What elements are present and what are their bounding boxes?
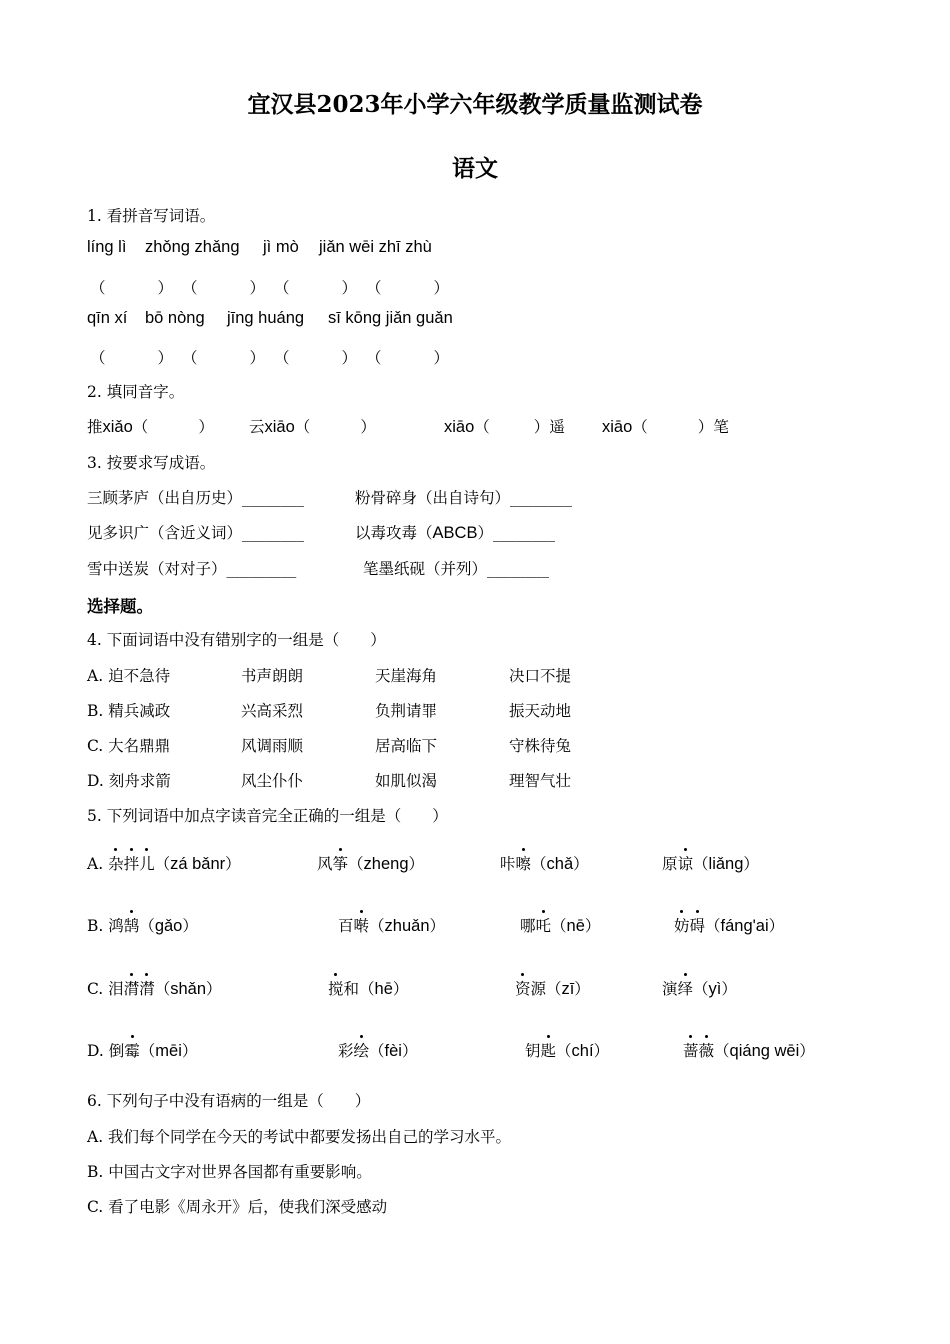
q2-item-4: xiāo（ ）笔 [602, 418, 729, 436]
q1-pinyin-7: jīng huáng [227, 309, 305, 327]
q4-word: 负荆请罪 [375, 702, 438, 720]
q6-option-b: B. 中国古文字对世界各国都有重要影响。 [87, 1163, 372, 1181]
q4-word: 守株待兔 [509, 737, 572, 755]
q5-item: 咔嚓（chǎ） [500, 852, 589, 874]
q1-pinyin-2: zhǒng zhǎng [145, 238, 240, 256]
q6-option-a: A. 我们每个同学在今天的考试中都要发扬出自己的学习水平。 [87, 1128, 512, 1146]
q5-option-a: A. 杂拌儿（zá bǎnr） [87, 852, 241, 874]
answer-paren: （ ） [90, 349, 174, 367]
q5-option-b: B. 鸿鹄（gǎo） [87, 914, 198, 936]
q5-item: 百啭（zhuǎn） [338, 914, 445, 936]
q1-prompt: 1. 看拼音写词语。 [87, 207, 216, 225]
q2-item-3: xiāo（ ）遥 [444, 418, 565, 436]
q4-word: 居高临下 [375, 737, 438, 755]
q5-option-c: C. 泪潸潸（shǎn） [87, 977, 222, 999]
q4-word: 决口不提 [509, 667, 572, 685]
q6-option-c: C. 看了电影《周永开》后，使我们深受感动 [87, 1198, 388, 1216]
q3-item-4: 以毒攻毒（ABCB）________ [355, 524, 555, 542]
answer-paren: （ ） [274, 349, 358, 367]
q1-pinyin-5: qīn xí [87, 309, 128, 327]
q1-pinyin-6: bō nòng [145, 309, 205, 327]
q5-item: 原谅（liǎng） [662, 852, 759, 874]
answer-paren: （ ） [274, 279, 358, 297]
section-heading: 选择题。 [87, 597, 153, 616]
answer-paren: （ ） [366, 279, 450, 297]
q5-item: 钥匙（chí） [525, 1039, 609, 1061]
q5-item: 妨碍（fáng'ai） [674, 914, 784, 936]
answer-paren: （ ） [366, 349, 450, 367]
q5-item: 演绎（yì） [662, 977, 737, 999]
page-title: 宜汉县2023年小学六年级教学质量监测试卷 [247, 91, 703, 118]
q4-word: 天崖海角 [375, 667, 438, 685]
q3-item-2: 粉骨碎身（出自诗句）________ [355, 489, 573, 507]
q4-word: 如肌似渴 [375, 772, 438, 790]
q5-item: 哪吒（nē） [520, 914, 600, 936]
q3-item-3: 见多识广（含近义词）________ [87, 524, 305, 542]
q4-word: 风尘仆仆 [241, 772, 304, 790]
q3-item-6: 笔墨纸砚（并列）________ [363, 560, 550, 578]
q5-item: 蔷薇（qiáng wēi） [683, 1039, 815, 1061]
answer-paren: （ ） [90, 279, 174, 297]
q5-item: 搅和（hē） [328, 977, 408, 999]
q2-item-1: 推xiǎo（ ） [87, 418, 214, 436]
q5-prompt: 5. 下列词语中加点字读音完全正确的一组是（ ） [87, 807, 448, 825]
q4-option-b: B. 精兵减政 [87, 702, 171, 720]
q4-option-d: D. 刻舟求箭 [87, 772, 171, 790]
q2-prompt: 2. 填同音字。 [87, 383, 185, 401]
answer-paren: （ ） [182, 279, 266, 297]
q4-option-a: A. 迫不急待 [87, 667, 171, 685]
q5-item: 风筝（zheng） [317, 852, 424, 874]
q1-pinyin-3: jì mò [263, 238, 299, 256]
q1-pinyin-1: líng lì [87, 238, 127, 256]
q1-pinyin-8: sī kōng jiǎn guǎn [328, 309, 453, 327]
q4-word: 振天动地 [509, 702, 572, 720]
answer-paren: （ ） [182, 349, 266, 367]
q5-item: 资源（zī） [515, 977, 590, 999]
q4-word: 书声朗朗 [241, 667, 304, 685]
q5-item: 彩绘（fèi） [338, 1039, 418, 1061]
q5-option-d: D. 倒霉（mēi） [87, 1039, 197, 1061]
q3-item-1: 三顾茅庐（出自历史）________ [87, 489, 305, 507]
q4-word: 风调雨顺 [241, 737, 304, 755]
q1-pinyin-4: jiǎn wēi zhī zhù [319, 238, 432, 256]
q2-item-2: 云xiāo（ ） [249, 418, 376, 436]
q4-word: 兴高采烈 [241, 702, 304, 720]
q3-item-5: 雪中送炭（对对子）_________ [87, 560, 297, 578]
q4-prompt: 4. 下面词语中没有错别字的一组是（ ） [87, 631, 386, 649]
q4-option-c: C. 大名鼎鼎 [87, 737, 171, 755]
q6-prompt: 6. 下列句子中没有语病的一组是（ ） [87, 1092, 371, 1110]
subject-title: 语文 [452, 155, 498, 182]
q3-prompt: 3. 按要求写成语。 [87, 454, 216, 472]
q4-word: 理智气壮 [509, 772, 572, 790]
